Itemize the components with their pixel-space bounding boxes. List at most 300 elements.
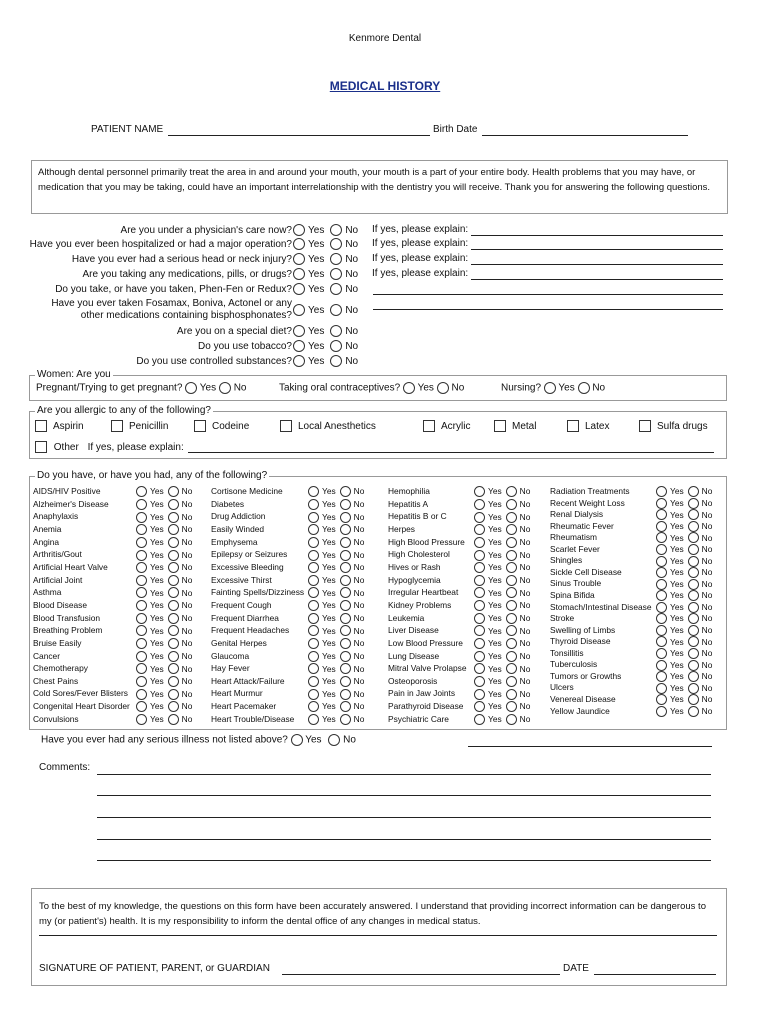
yes-radio[interactable] xyxy=(474,689,485,700)
yes-label: Yes xyxy=(308,268,325,280)
yes-radio[interactable] xyxy=(474,512,485,523)
yes-radio[interactable] xyxy=(474,587,485,598)
allergy-checkbox[interactable] xyxy=(423,420,435,432)
date-field[interactable] xyxy=(594,974,716,975)
no-radio[interactable] xyxy=(340,550,351,561)
no-label: No xyxy=(519,600,531,611)
condition-name: High Cholesterol xyxy=(388,549,450,560)
yes-radio[interactable] xyxy=(474,550,485,561)
no-label: No xyxy=(353,688,365,699)
no-radio[interactable] xyxy=(168,587,179,598)
no-radio[interactable] xyxy=(168,701,179,712)
yes-label: Yes xyxy=(150,549,164,560)
no-radio[interactable] xyxy=(340,537,351,548)
condition-row xyxy=(388,498,544,511)
yes-radio[interactable] xyxy=(136,676,147,687)
no-radio[interactable] xyxy=(340,512,351,523)
no-radio[interactable] xyxy=(168,550,179,561)
yes-radio[interactable] xyxy=(136,537,147,548)
no-label: No xyxy=(701,590,713,601)
serious-illness-no-radio[interactable] xyxy=(328,734,340,746)
yes-radio[interactable] xyxy=(474,714,485,725)
yes-radio[interactable] xyxy=(308,512,319,523)
no-label: No xyxy=(181,663,193,674)
practice-name: Kenmore Dental xyxy=(348,33,422,44)
no-radio[interactable] xyxy=(330,253,342,265)
no-radio[interactable] xyxy=(506,663,517,674)
serious-illness-label: Have you ever had any serious illness not listed above? xyxy=(41,734,288,746)
contraceptives-yes-radio[interactable] xyxy=(403,382,415,394)
yes-radio[interactable] xyxy=(656,706,667,717)
yes-no-options xyxy=(308,523,364,536)
yes-radio[interactable] xyxy=(293,304,305,316)
no-radio[interactable] xyxy=(168,714,179,725)
no-radio[interactable] xyxy=(168,600,179,611)
allergy-checkbox[interactable] xyxy=(194,420,206,432)
date-label: DATE xyxy=(563,963,589,974)
yes-radio[interactable] xyxy=(136,499,147,510)
allergy-checkbox[interactable] xyxy=(111,420,123,432)
no-radio[interactable] xyxy=(340,676,351,687)
condition-name: Artificial Heart Valve xyxy=(33,561,108,572)
serious-illness-explain-field[interactable] xyxy=(468,746,712,747)
no-radio[interactable] xyxy=(168,537,179,548)
question-row xyxy=(0,238,292,252)
yes-label: Yes xyxy=(670,682,684,693)
no-label: No xyxy=(592,382,606,394)
condition-row xyxy=(33,637,205,650)
yes-radio[interactable] xyxy=(308,587,319,598)
yes-no-options xyxy=(293,340,358,352)
condition-row xyxy=(33,624,205,637)
yes-radio[interactable] xyxy=(308,550,319,561)
comments-line[interactable] xyxy=(97,774,711,775)
no-radio[interactable] xyxy=(506,701,517,712)
condition-name: Renal Dialysis xyxy=(550,509,604,520)
yes-radio[interactable] xyxy=(308,562,319,573)
condition-row xyxy=(211,536,377,549)
yes-no-options xyxy=(308,498,364,511)
no-radio[interactable] xyxy=(168,499,179,510)
condition-row xyxy=(33,498,205,511)
yes-label: Yes xyxy=(150,676,164,687)
no-label: No xyxy=(701,682,713,693)
explain-field[interactable] xyxy=(373,294,723,295)
no-radio[interactable] xyxy=(506,512,517,523)
yes-radio[interactable] xyxy=(308,638,319,649)
pregnant-question xyxy=(36,382,246,394)
no-radio[interactable] xyxy=(168,613,179,624)
condition-row xyxy=(388,687,544,700)
condition-name: Convulsions xyxy=(33,713,79,724)
condition-name: Leukemia xyxy=(388,612,425,623)
condition-row xyxy=(211,485,377,498)
allergy-checkbox[interactable] xyxy=(35,420,47,432)
explain-field[interactable] xyxy=(471,264,723,265)
nursing-yes-radio[interactable] xyxy=(544,382,556,394)
comments-line[interactable] xyxy=(97,795,711,796)
condition-row xyxy=(33,675,205,688)
explain-field[interactable] xyxy=(471,249,723,250)
yes-radio[interactable] xyxy=(474,651,485,662)
yes-label: Yes xyxy=(150,499,164,510)
no-radio[interactable] xyxy=(340,524,351,535)
condition-row xyxy=(211,612,377,625)
yes-label: Yes xyxy=(322,638,336,649)
yes-radio[interactable] xyxy=(474,575,485,586)
yes-label: Yes xyxy=(322,612,336,623)
signature-field[interactable] xyxy=(282,974,560,975)
yes-label: Yes xyxy=(150,562,164,573)
no-radio[interactable] xyxy=(168,689,179,700)
yes-radio[interactable] xyxy=(308,701,319,712)
yes-radio[interactable] xyxy=(136,550,147,561)
comments-label: Comments: xyxy=(39,762,91,773)
yes-no-options xyxy=(136,700,192,713)
yes-radio[interactable] xyxy=(293,355,305,367)
question-row xyxy=(0,325,292,339)
no-radio[interactable] xyxy=(340,575,351,586)
no-radio[interactable] xyxy=(340,587,351,598)
no-radio[interactable] xyxy=(340,714,351,725)
comments-line[interactable] xyxy=(97,860,711,861)
yes-no-options xyxy=(308,713,364,726)
yes-radio[interactable] xyxy=(136,714,147,725)
no-radio[interactable] xyxy=(340,625,351,636)
no-label: No xyxy=(519,701,531,712)
no-radio[interactable] xyxy=(506,613,517,624)
yes-label: Yes xyxy=(322,714,336,725)
no-radio[interactable] xyxy=(330,224,342,236)
no-label: No xyxy=(519,676,531,687)
explain-field[interactable] xyxy=(373,309,723,310)
yes-label: Yes xyxy=(308,355,325,367)
yes-no-options xyxy=(308,687,364,700)
condition-row xyxy=(388,637,544,650)
contraceptives-no-radio[interactable] xyxy=(437,382,449,394)
condition-row xyxy=(33,510,205,523)
yes-radio[interactable] xyxy=(136,638,147,649)
no-radio[interactable] xyxy=(506,537,517,548)
yes-radio[interactable] xyxy=(293,325,305,337)
no-radio[interactable] xyxy=(168,625,179,636)
condition-name: Congenital Heart Disorder xyxy=(33,701,130,711)
yes-label: Yes xyxy=(488,537,502,548)
yes-radio[interactable] xyxy=(293,268,305,280)
condition-name: Frequent Diarrhea xyxy=(211,612,279,623)
question-text: Do you use tobacco? xyxy=(198,341,292,352)
yes-radio[interactable] xyxy=(293,283,305,295)
no-radio[interactable] xyxy=(340,499,351,510)
no-label: No xyxy=(345,304,359,316)
yes-no-options xyxy=(136,650,192,663)
no-label: No xyxy=(353,676,365,687)
no-radio[interactable] xyxy=(340,689,351,700)
yes-radio[interactable] xyxy=(474,638,485,649)
conditions-legend: Do you have, or have you had, any of the following? xyxy=(37,470,268,481)
yes-radio[interactable] xyxy=(136,625,147,636)
yes-label: Yes xyxy=(150,587,164,598)
condition-name: Tumors or Growths xyxy=(550,670,622,681)
condition-name: Heart Murmur xyxy=(211,688,263,699)
no-radio[interactable] xyxy=(506,575,517,586)
condition-row xyxy=(388,700,544,713)
condition-name: Recent Weight Loss xyxy=(550,497,625,508)
serious-illness-question xyxy=(41,734,356,746)
no-label: No xyxy=(181,650,193,661)
yes-radio[interactable] xyxy=(136,524,147,535)
condition-name: Blood Transfusion xyxy=(33,612,101,623)
yes-radio[interactable] xyxy=(293,253,305,265)
condition-name: Shingles xyxy=(550,555,583,566)
yes-label: Yes xyxy=(488,612,502,623)
yes-no-options xyxy=(308,485,364,498)
no-radio[interactable] xyxy=(506,486,517,497)
no-label: No xyxy=(233,382,247,394)
yes-no-options xyxy=(136,586,192,599)
condition-row xyxy=(33,586,205,599)
no-label: No xyxy=(181,549,193,560)
no-radio[interactable] xyxy=(168,575,179,586)
yes-radio[interactable] xyxy=(474,537,485,548)
yes-radio[interactable] xyxy=(293,340,305,352)
no-radio[interactable] xyxy=(506,600,517,611)
yes-label: Yes xyxy=(488,650,502,661)
yes-radio[interactable] xyxy=(308,537,319,548)
yes-label: Yes xyxy=(670,613,684,624)
attestation-text: To the best of my knowledge, the questions on this form have been accurately answered. I understand that providing incorrect information can be dangerous to my (or patient's) health. It is my responsibility to inform the dental office of any changes in medical status. xyxy=(39,901,706,927)
no-radio[interactable] xyxy=(340,562,351,573)
allergy-checkbox[interactable] xyxy=(280,420,292,432)
yes-radio[interactable] xyxy=(136,701,147,712)
yes-label: Yes xyxy=(308,253,325,265)
no-label: No xyxy=(519,650,531,661)
no-radio[interactable] xyxy=(340,486,351,497)
condition-row xyxy=(33,612,205,625)
yes-radio[interactable] xyxy=(474,600,485,611)
nursing-no-radio[interactable] xyxy=(578,382,590,394)
allergy-other-explain-field[interactable] xyxy=(188,452,714,453)
allergy-label: Penicillin xyxy=(129,420,169,432)
no-radio[interactable] xyxy=(340,651,351,662)
no-label: No xyxy=(701,636,713,647)
no-label: No xyxy=(181,574,193,585)
no-radio[interactable] xyxy=(168,638,179,649)
pregnant-yes-radio[interactable] xyxy=(185,382,197,394)
no-radio[interactable] xyxy=(506,524,517,535)
condition-name: Glaucoma xyxy=(211,650,250,661)
yes-label: Yes xyxy=(670,498,684,509)
yes-no-options xyxy=(136,612,192,625)
no-radio[interactable] xyxy=(330,304,342,316)
yes-radio[interactable] xyxy=(308,689,319,700)
allergy-checkbox[interactable] xyxy=(639,420,651,432)
yes-radio[interactable] xyxy=(474,524,485,535)
serious-illness-yes-radio[interactable] xyxy=(291,734,303,746)
no-radio[interactable] xyxy=(168,663,179,674)
no-radio[interactable] xyxy=(168,486,179,497)
pregnant-no-radio[interactable] xyxy=(219,382,231,394)
yes-radio[interactable] xyxy=(308,524,319,535)
no-radio[interactable] xyxy=(330,325,342,337)
yes-label: Yes xyxy=(670,694,684,705)
no-label: No xyxy=(181,486,193,497)
no-radio[interactable] xyxy=(330,268,342,280)
condition-row xyxy=(211,523,377,536)
no-radio[interactable] xyxy=(168,512,179,523)
condition-row xyxy=(211,574,377,587)
condition-row xyxy=(211,624,377,637)
yes-radio[interactable] xyxy=(474,562,485,573)
condition-name: Venereal Disease xyxy=(550,693,616,704)
condition-row xyxy=(33,650,205,663)
no-label: No xyxy=(701,705,713,716)
yes-radio[interactable] xyxy=(136,613,147,624)
no-label: No xyxy=(353,511,365,522)
condition-name: Radiation Treatments xyxy=(550,486,630,496)
allergy-checkbox[interactable] xyxy=(494,420,506,432)
yes-radio[interactable] xyxy=(308,663,319,674)
explain-field[interactable] xyxy=(471,235,723,236)
birth-date-field[interactable] xyxy=(482,135,688,136)
explain-field[interactable] xyxy=(471,279,723,280)
yes-radio[interactable] xyxy=(308,625,319,636)
condition-row xyxy=(211,713,377,726)
yes-radio[interactable] xyxy=(474,663,485,674)
no-radio[interactable] xyxy=(340,701,351,712)
condition-name: Excessive Bleeding xyxy=(211,561,284,572)
yes-radio[interactable] xyxy=(474,625,485,636)
yes-radio[interactable] xyxy=(308,676,319,687)
yes-radio[interactable] xyxy=(136,663,147,674)
yes-radio[interactable] xyxy=(308,714,319,725)
no-radio[interactable] xyxy=(506,651,517,662)
yes-radio[interactable] xyxy=(136,600,147,611)
no-radio[interactable] xyxy=(330,340,342,352)
yes-radio[interactable] xyxy=(308,486,319,497)
no-radio[interactable] xyxy=(340,663,351,674)
no-radio[interactable] xyxy=(330,355,342,367)
condition-row xyxy=(211,561,377,574)
yes-radio[interactable] xyxy=(308,600,319,611)
no-radio[interactable] xyxy=(506,676,517,687)
yes-radio[interactable] xyxy=(474,613,485,624)
no-radio[interactable] xyxy=(340,613,351,624)
no-radio[interactable] xyxy=(688,706,699,717)
condition-name: Tonsillitis xyxy=(550,647,584,658)
no-label: No xyxy=(181,562,193,573)
yes-no-options xyxy=(136,687,192,700)
yes-radio[interactable] xyxy=(308,499,319,510)
pregnant-label: Pregnant/Trying to get pregnant? xyxy=(36,382,183,394)
signature-label: SIGNATURE OF PATIENT, PARENT, or GUARDIAN xyxy=(39,963,270,974)
no-radio[interactable] xyxy=(168,562,179,573)
yes-radio[interactable] xyxy=(136,575,147,586)
no-radio[interactable] xyxy=(506,499,517,510)
yes-radio[interactable] xyxy=(136,562,147,573)
no-label: No xyxy=(353,638,365,649)
no-label: No xyxy=(701,671,713,682)
no-label: No xyxy=(519,625,531,636)
patient-name-field[interactable] xyxy=(168,135,430,136)
yes-no-options xyxy=(656,705,712,718)
yes-radio[interactable] xyxy=(136,587,147,598)
yes-label: Yes xyxy=(322,562,336,573)
yes-radio[interactable] xyxy=(136,651,147,662)
yes-label: Yes xyxy=(488,638,502,649)
yes-label: Yes xyxy=(322,499,336,510)
no-label: No xyxy=(353,549,365,560)
condition-name: Excessive Thirst xyxy=(211,574,272,585)
yes-label: Yes xyxy=(150,701,164,712)
yes-radio[interactable] xyxy=(474,499,485,510)
allergy-other-checkbox[interactable] xyxy=(35,441,47,453)
yes-radio[interactable] xyxy=(136,689,147,700)
condition-row xyxy=(211,498,377,511)
condition-row xyxy=(211,700,377,713)
condition-row xyxy=(388,485,544,498)
no-label: No xyxy=(701,601,713,612)
allergy-label: Sulfa drugs xyxy=(657,420,708,432)
birth-date-label: Birth Date xyxy=(433,124,478,135)
yes-no-options xyxy=(308,700,364,713)
no-radio[interactable] xyxy=(168,651,179,662)
contraceptives-question xyxy=(279,382,464,394)
condition-row xyxy=(388,586,544,599)
condition-row xyxy=(388,574,544,587)
yes-radio[interactable] xyxy=(293,224,305,236)
no-label: No xyxy=(701,613,713,624)
no-radio[interactable] xyxy=(340,638,351,649)
no-label: No xyxy=(519,537,531,548)
condition-row xyxy=(33,700,205,713)
yes-radio[interactable] xyxy=(474,701,485,712)
no-radio[interactable] xyxy=(330,283,342,295)
yes-radio[interactable] xyxy=(474,676,485,687)
condition-name: Sickle Cell Disease xyxy=(550,566,622,577)
no-radio[interactable] xyxy=(506,625,517,636)
comments-line[interactable] xyxy=(97,839,711,840)
yes-radio[interactable] xyxy=(136,512,147,523)
no-radio[interactable] xyxy=(168,676,179,687)
yes-no-options xyxy=(136,624,192,637)
allergy-checkbox[interactable] xyxy=(567,420,579,432)
comments-line[interactable] xyxy=(97,817,711,818)
yes-radio[interactable] xyxy=(308,575,319,586)
question-text: Do you take, or have you taken, Phen-Fen or Redux? xyxy=(55,284,292,295)
yes-label: Yes xyxy=(670,659,684,670)
no-radio[interactable] xyxy=(506,689,517,700)
no-radio[interactable] xyxy=(506,638,517,649)
yes-radio[interactable] xyxy=(136,486,147,497)
no-label: No xyxy=(519,638,531,649)
no-radio[interactable] xyxy=(506,550,517,561)
no-radio[interactable] xyxy=(506,562,517,573)
yes-radio[interactable] xyxy=(308,651,319,662)
yes-radio[interactable] xyxy=(308,613,319,624)
no-radio[interactable] xyxy=(506,714,517,725)
yes-radio[interactable] xyxy=(293,238,305,250)
question-row xyxy=(0,268,292,282)
no-radio[interactable] xyxy=(506,587,517,598)
no-radio[interactable] xyxy=(330,238,342,250)
no-label: No xyxy=(181,701,193,712)
no-label: No xyxy=(701,532,713,543)
no-radio[interactable] xyxy=(340,600,351,611)
yes-radio[interactable] xyxy=(474,486,485,497)
no-label: No xyxy=(519,612,531,623)
no-radio[interactable] xyxy=(168,524,179,535)
